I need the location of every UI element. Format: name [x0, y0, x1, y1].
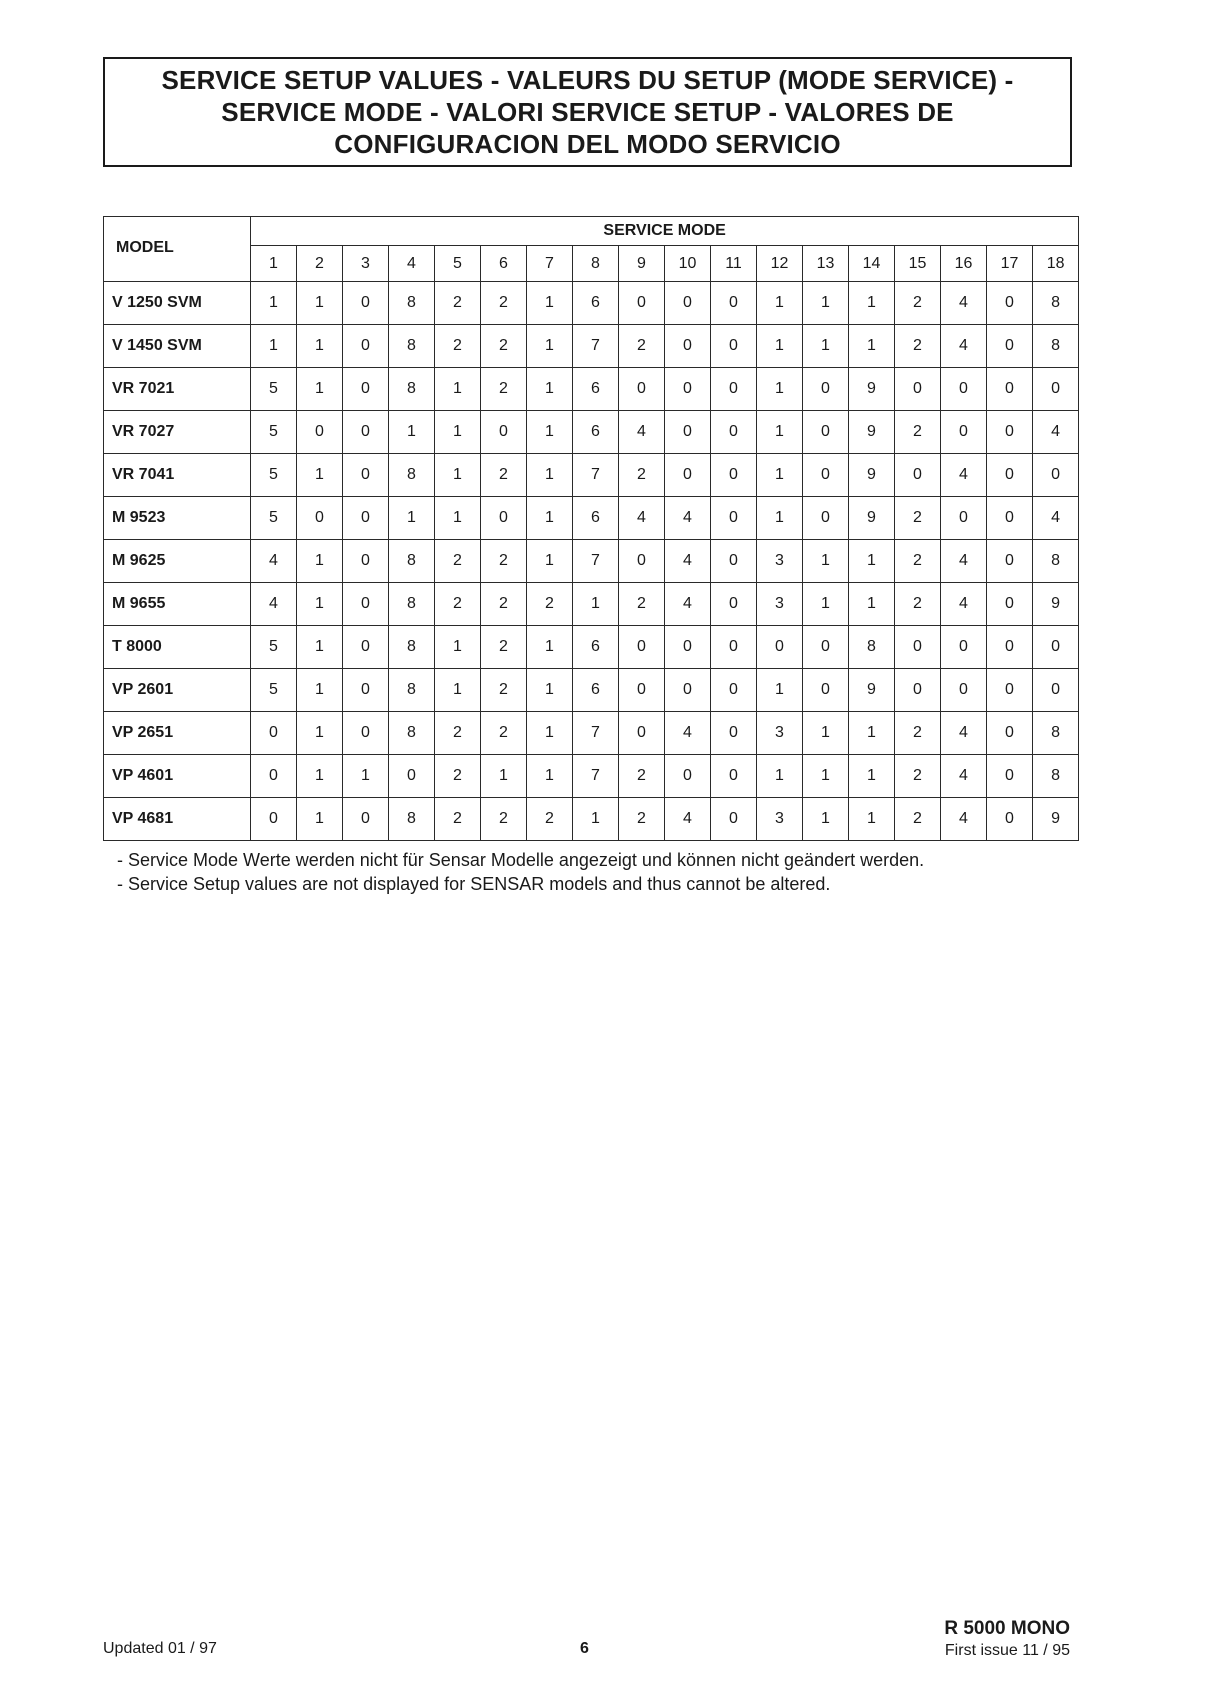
model-cell: M 9625 [104, 540, 251, 583]
note-german: - Service Mode Werte werden nicht für Sensar Modelle angezeigt und können nicht geändert werden. [117, 850, 925, 870]
value-cell: 9 [849, 497, 895, 540]
table-row [104, 368, 1079, 411]
column-header-2: 2 [297, 246, 343, 282]
value-cell: 0 [619, 282, 665, 325]
value-cell: 0 [665, 325, 711, 368]
value-cell: 2 [435, 583, 481, 626]
value-cell: 0 [1033, 454, 1079, 497]
value-cell: 0 [941, 669, 987, 712]
value-cell: 2 [895, 583, 941, 626]
column-header-8: 8 [573, 246, 619, 282]
value-cell: 5 [251, 454, 297, 497]
value-cell: 4 [1033, 411, 1079, 454]
value-cell: 6 [573, 669, 619, 712]
value-cell: 9 [849, 411, 895, 454]
value-cell: 1 [849, 712, 895, 755]
value-cell: 5 [251, 497, 297, 540]
model-cell: VP 2651 [104, 712, 251, 755]
value-cell: 4 [619, 497, 665, 540]
value-cell: 1 [573, 798, 619, 841]
value-cell: 4 [941, 325, 987, 368]
value-cell: 1 [849, 282, 895, 325]
value-cell: 0 [343, 454, 389, 497]
value-cell: 2 [435, 712, 481, 755]
value-cell: 1 [803, 282, 849, 325]
value-cell: 1 [435, 497, 481, 540]
value-cell: 0 [987, 325, 1033, 368]
value-cell: 1 [389, 497, 435, 540]
value-cell: 6 [573, 411, 619, 454]
value-cell: 1 [527, 368, 573, 411]
value-cell: 1 [297, 540, 343, 583]
value-cell: 1 [803, 798, 849, 841]
column-header-16: 16 [941, 246, 987, 282]
column-header-13: 13 [803, 246, 849, 282]
value-cell: 5 [251, 411, 297, 454]
value-cell: 8 [1033, 325, 1079, 368]
table-row [104, 712, 1079, 755]
value-cell: 1 [527, 497, 573, 540]
value-cell: 0 [711, 454, 757, 497]
value-cell: 1 [527, 669, 573, 712]
value-cell: 2 [481, 540, 527, 583]
model-cell: T 8000 [104, 626, 251, 669]
value-cell: 0 [343, 583, 389, 626]
value-cell: 0 [665, 368, 711, 411]
value-cell: 4 [665, 583, 711, 626]
value-cell: 0 [803, 368, 849, 411]
value-cell: 1 [297, 669, 343, 712]
note-english: - Service Setup values are not displayed for SENSAR models and thus cannot be altered. [117, 874, 831, 894]
value-cell: 0 [987, 669, 1033, 712]
value-cell: 4 [941, 282, 987, 325]
value-cell: 1 [757, 325, 803, 368]
value-cell: 1 [757, 411, 803, 454]
table-row [104, 325, 1079, 368]
value-cell: 1 [297, 712, 343, 755]
value-cell: 1 [849, 755, 895, 798]
value-cell: 6 [573, 497, 619, 540]
value-cell: 2 [435, 755, 481, 798]
value-cell: 1 [527, 626, 573, 669]
column-header-1: 1 [251, 246, 297, 282]
value-cell: 1 [481, 755, 527, 798]
value-cell: 1 [297, 755, 343, 798]
value-cell: 8 [1033, 712, 1079, 755]
footer-issue: First issue 11 / 95 [944, 1642, 1070, 1659]
footer-model-info [944, 1618, 1070, 1660]
value-cell: 1 [849, 798, 895, 841]
table-body [104, 282, 1079, 841]
value-cell: 1 [803, 755, 849, 798]
value-cell: 0 [757, 626, 803, 669]
value-cell: 2 [435, 540, 481, 583]
table-row [104, 282, 1079, 325]
value-cell: 4 [941, 755, 987, 798]
value-cell: 0 [803, 626, 849, 669]
value-cell: 1 [527, 712, 573, 755]
column-header-7: 7 [527, 246, 573, 282]
value-cell: 0 [343, 325, 389, 368]
value-cell: 1 [527, 411, 573, 454]
value-cell: 9 [1033, 583, 1079, 626]
value-cell: 0 [251, 712, 297, 755]
value-cell: 8 [389, 540, 435, 583]
value-cell: 8 [1033, 755, 1079, 798]
value-cell: 9 [849, 669, 895, 712]
value-cell: 0 [665, 454, 711, 497]
value-cell: 1 [251, 325, 297, 368]
value-cell: 8 [389, 282, 435, 325]
value-cell: 0 [481, 411, 527, 454]
value-cell: 0 [1033, 669, 1079, 712]
value-cell: 2 [895, 411, 941, 454]
value-cell: 3 [757, 798, 803, 841]
value-cell: 8 [389, 583, 435, 626]
value-cell: 0 [343, 282, 389, 325]
value-cell: 0 [619, 368, 665, 411]
value-cell: 2 [481, 583, 527, 626]
value-cell: 2 [619, 325, 665, 368]
value-cell: 1 [803, 583, 849, 626]
value-cell: 4 [251, 540, 297, 583]
value-cell: 1 [757, 497, 803, 540]
model-cell: VP 2601 [104, 669, 251, 712]
value-cell: 1 [803, 325, 849, 368]
value-cell: 2 [481, 282, 527, 325]
value-cell: 1 [849, 325, 895, 368]
value-cell: 1 [435, 454, 481, 497]
value-cell: 2 [481, 626, 527, 669]
value-cell: 2 [527, 583, 573, 626]
column-header-5: 5 [435, 246, 481, 282]
table-row [104, 798, 1079, 841]
value-cell: 1 [297, 282, 343, 325]
value-cell: 1 [757, 282, 803, 325]
value-cell: 0 [803, 497, 849, 540]
value-cell: 8 [389, 669, 435, 712]
value-cell: 2 [527, 798, 573, 841]
value-cell: 1 [527, 454, 573, 497]
model-cell: V 1250 SVM [104, 282, 251, 325]
value-cell: 0 [343, 712, 389, 755]
value-cell: 0 [619, 669, 665, 712]
value-cell: 2 [895, 798, 941, 841]
value-cell: 0 [987, 798, 1033, 841]
value-cell: 1 [527, 755, 573, 798]
value-cell: 0 [343, 497, 389, 540]
value-cell: 2 [895, 325, 941, 368]
model-cell: M 9523 [104, 497, 251, 540]
model-cell: V 1450 SVM [104, 325, 251, 368]
value-cell: 3 [757, 712, 803, 755]
value-cell: 0 [941, 368, 987, 411]
value-cell: 0 [619, 540, 665, 583]
value-cell: 0 [711, 282, 757, 325]
footer-updated: Updated 01 / 97 [103, 1640, 217, 1657]
value-cell: 1 [297, 583, 343, 626]
value-cell: 0 [665, 626, 711, 669]
value-cell: 0 [389, 755, 435, 798]
value-cell: 2 [435, 325, 481, 368]
value-cell: 0 [711, 755, 757, 798]
value-cell: 0 [1033, 626, 1079, 669]
value-cell: 4 [665, 497, 711, 540]
value-cell: 1 [849, 583, 895, 626]
value-cell: 1 [527, 540, 573, 583]
value-cell: 2 [619, 755, 665, 798]
value-cell: 2 [895, 755, 941, 798]
value-cell: 0 [941, 626, 987, 669]
service-mode-header: SERVICE MODE [251, 217, 1079, 246]
value-cell: 0 [619, 712, 665, 755]
value-cell: 0 [711, 798, 757, 841]
value-cell: 0 [343, 411, 389, 454]
value-cell: 7 [573, 454, 619, 497]
value-cell: 0 [711, 540, 757, 583]
value-cell: 0 [711, 497, 757, 540]
value-cell: 0 [711, 669, 757, 712]
column-header-14: 14 [849, 246, 895, 282]
value-cell: 8 [849, 626, 895, 669]
table-row [104, 626, 1079, 669]
value-cell: 0 [711, 411, 757, 454]
value-cell: 0 [987, 497, 1033, 540]
value-cell: 1 [297, 798, 343, 841]
value-cell: 1 [757, 368, 803, 411]
value-cell: 1 [389, 411, 435, 454]
value-cell: 2 [481, 669, 527, 712]
value-cell: 0 [711, 712, 757, 755]
column-header-3: 3 [343, 246, 389, 282]
value-cell: 1 [803, 712, 849, 755]
value-cell: 0 [711, 368, 757, 411]
table-row [104, 411, 1079, 454]
value-cell: 1 [527, 325, 573, 368]
value-cell: 1 [251, 282, 297, 325]
value-cell: 5 [251, 368, 297, 411]
value-cell: 4 [619, 411, 665, 454]
model-cell: M 9655 [104, 583, 251, 626]
value-cell: 0 [987, 368, 1033, 411]
value-cell: 1 [297, 454, 343, 497]
value-cell: 0 [987, 282, 1033, 325]
value-cell: 4 [941, 712, 987, 755]
value-cell: 2 [619, 454, 665, 497]
value-cell: 4 [665, 798, 711, 841]
value-cell: 0 [987, 755, 1033, 798]
value-cell: 7 [573, 712, 619, 755]
value-cell: 0 [1033, 368, 1079, 411]
value-cell: 2 [619, 798, 665, 841]
page-number: 6 [580, 1640, 589, 1657]
value-cell: 0 [343, 626, 389, 669]
notes [117, 848, 924, 896]
value-cell: 4 [1033, 497, 1079, 540]
column-header-10: 10 [665, 246, 711, 282]
value-cell: 8 [389, 325, 435, 368]
value-cell: 0 [987, 583, 1033, 626]
value-cell: 2 [895, 712, 941, 755]
value-cell: 1 [803, 540, 849, 583]
model-cell: VR 7021 [104, 368, 251, 411]
value-cell: 2 [435, 798, 481, 841]
value-cell: 1 [757, 755, 803, 798]
value-cell: 0 [665, 755, 711, 798]
value-cell: 8 [389, 454, 435, 497]
value-cell: 2 [895, 497, 941, 540]
value-cell: 1 [527, 282, 573, 325]
value-cell: 9 [1033, 798, 1079, 841]
value-cell: 2 [481, 454, 527, 497]
column-header-18: 18 [1033, 246, 1079, 282]
value-cell: 0 [343, 368, 389, 411]
value-cell: 1 [297, 325, 343, 368]
value-cell: 7 [573, 325, 619, 368]
value-cell: 0 [711, 626, 757, 669]
value-cell: 1 [435, 411, 481, 454]
value-cell: 0 [987, 454, 1033, 497]
column-header-11: 11 [711, 246, 757, 282]
value-cell: 6 [573, 626, 619, 669]
value-cell: 0 [803, 411, 849, 454]
model-cell: VP 4601 [104, 755, 251, 798]
model-cell: VR 7027 [104, 411, 251, 454]
value-cell: 7 [573, 540, 619, 583]
value-cell: 0 [895, 454, 941, 497]
value-cell: 0 [941, 497, 987, 540]
value-cell: 0 [987, 411, 1033, 454]
value-cell: 0 [297, 411, 343, 454]
column-header-4: 4 [389, 246, 435, 282]
value-cell: 2 [481, 368, 527, 411]
value-cell: 0 [987, 540, 1033, 583]
value-cell: 4 [941, 798, 987, 841]
value-cell: 0 [987, 626, 1033, 669]
value-cell: 9 [849, 368, 895, 411]
value-cell: 1 [573, 583, 619, 626]
value-cell: 4 [251, 583, 297, 626]
footer-model: R 5000 MONO [944, 1618, 1070, 1639]
value-cell: 0 [711, 325, 757, 368]
column-header-9: 9 [619, 246, 665, 282]
value-cell: 7 [573, 755, 619, 798]
table-row [104, 454, 1079, 497]
value-cell: 9 [849, 454, 895, 497]
value-cell: 0 [895, 626, 941, 669]
value-cell: 1 [297, 626, 343, 669]
value-cell: 0 [941, 411, 987, 454]
value-cell: 0 [619, 626, 665, 669]
value-cell: 0 [895, 669, 941, 712]
value-cell: 1 [757, 669, 803, 712]
value-cell: 0 [343, 669, 389, 712]
value-cell: 8 [389, 712, 435, 755]
title-line-2: SERVICE MODE - VALORI SERVICE SETUP - VALORES DE [221, 97, 954, 127]
value-cell: 1 [435, 626, 481, 669]
table-row [104, 669, 1079, 712]
value-cell: 1 [435, 669, 481, 712]
table-row [104, 755, 1079, 798]
title-line-1: SERVICE SETUP VALUES - VALEURS DU SETUP (MODE SERVICE) - [161, 65, 1014, 95]
value-cell: 0 [481, 497, 527, 540]
value-cell: 8 [389, 798, 435, 841]
model-cell: VR 7041 [104, 454, 251, 497]
value-cell: 2 [895, 282, 941, 325]
value-cell: 0 [803, 669, 849, 712]
value-cell: 4 [941, 583, 987, 626]
value-cell: 1 [343, 755, 389, 798]
value-cell: 2 [481, 712, 527, 755]
value-cell: 4 [941, 454, 987, 497]
value-cell: 0 [251, 798, 297, 841]
value-cell: 1 [757, 454, 803, 497]
value-cell: 6 [573, 282, 619, 325]
value-cell: 4 [941, 540, 987, 583]
column-header-17: 17 [987, 246, 1033, 282]
column-number-row [104, 246, 1079, 282]
value-cell: 0 [711, 583, 757, 626]
value-cell: 2 [481, 798, 527, 841]
value-cell: 0 [987, 712, 1033, 755]
value-cell: 8 [389, 626, 435, 669]
title-line-3: CONFIGURACION DEL MODO SERVICIO [334, 129, 841, 159]
value-cell: 3 [757, 583, 803, 626]
value-cell: 8 [1033, 282, 1079, 325]
column-header-6: 6 [481, 246, 527, 282]
value-cell: 8 [389, 368, 435, 411]
table-row [104, 540, 1079, 583]
value-cell: 1 [435, 368, 481, 411]
service-values-table [103, 216, 1079, 841]
value-cell: 2 [895, 540, 941, 583]
value-cell: 0 [895, 368, 941, 411]
value-cell: 0 [297, 497, 343, 540]
value-cell: 0 [343, 540, 389, 583]
value-cell: 2 [481, 325, 527, 368]
table-row [104, 497, 1079, 540]
value-cell: 3 [757, 540, 803, 583]
column-header-15: 15 [895, 246, 941, 282]
value-cell: 1 [297, 368, 343, 411]
value-cell: 5 [251, 669, 297, 712]
title-box [103, 57, 1072, 167]
value-cell: 0 [803, 454, 849, 497]
value-cell: 2 [619, 583, 665, 626]
column-header-12: 12 [757, 246, 803, 282]
value-cell: 5 [251, 626, 297, 669]
table-row [104, 583, 1079, 626]
value-cell: 1 [849, 540, 895, 583]
value-cell: 8 [1033, 540, 1079, 583]
value-cell: 4 [665, 712, 711, 755]
value-cell: 6 [573, 368, 619, 411]
model-cell: VP 4681 [104, 798, 251, 841]
value-cell: 0 [665, 282, 711, 325]
value-cell: 0 [665, 411, 711, 454]
value-cell: 0 [665, 669, 711, 712]
value-cell: 4 [665, 540, 711, 583]
value-cell: 0 [343, 798, 389, 841]
value-cell: 0 [251, 755, 297, 798]
value-cell: 2 [435, 282, 481, 325]
model-column-header: MODEL [104, 217, 251, 282]
